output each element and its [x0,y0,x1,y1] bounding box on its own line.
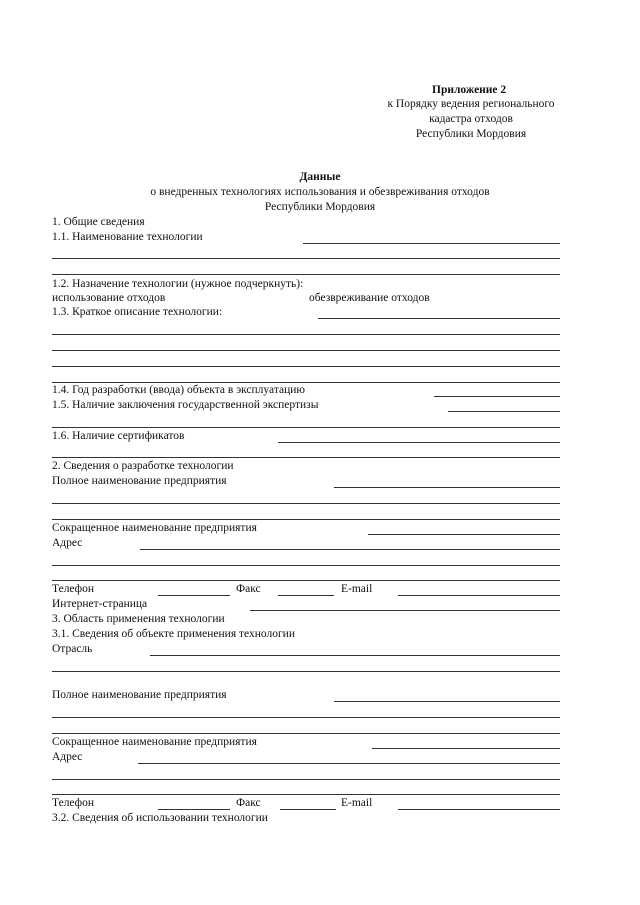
developer-website-field[interactable] [250,610,560,611]
appendix-line-1: к Порядку ведения регионального [387,98,555,110]
developer-address-label: Адрес [52,537,83,549]
developer-website-label: Интернет-страница [52,598,148,610]
developer-full-name-field-line[interactable] [52,519,560,520]
tech-name-field[interactable] [303,243,560,244]
developer-address-field-line[interactable] [52,580,560,581]
user-full-name-field-line[interactable] [52,717,560,718]
developer-address-field[interactable] [140,549,560,550]
application-object-heading: 3.1. Сведения об объекте применения технологии [52,628,295,640]
user-address-field-line[interactable] [52,779,560,780]
user-short-name-field[interactable] [372,748,560,749]
tech-description-field-line[interactable] [52,366,560,367]
user-short-name-label: Сокращенное наименование предприятия [52,736,257,748]
user-email-label: E-mail [341,797,373,809]
section-1-heading: 1. Общие сведения [52,216,145,228]
tech-description-field-line[interactable] [52,334,560,335]
tech-description-label: 1.3. Краткое описание технологии: [52,306,223,318]
developer-short-name-label: Сокращенное наименование предприятия [52,522,257,534]
section-3-heading: 3. Область применения технологии [52,613,225,625]
tech-name-field-line[interactable] [52,258,560,259]
appendix-title: Приложение 2 [432,84,507,96]
developer-address-field-line[interactable] [52,565,560,566]
certificates-field[interactable] [278,442,560,443]
document-subtitle-2: Республики Мордовия [264,201,376,213]
document-subtitle-1: о внедренных технологиях использования и обезвреживания отходов [150,186,490,198]
user-address-field[interactable] [138,763,560,764]
industry-field[interactable] [150,655,560,656]
option-waste-use[interactable]: использование отходов [52,292,166,304]
developer-fax-field[interactable] [278,595,334,596]
user-fax-field[interactable] [280,809,336,810]
user-address-label: Адрес [52,751,83,763]
user-full-name-field[interactable] [334,701,560,702]
user-phone-label: Телефон [52,797,95,809]
state-expertise-field[interactable] [448,411,560,412]
state-expertise-field-line[interactable] [52,427,560,428]
document-title: Данные [299,171,341,183]
certificates-field-line[interactable] [52,457,560,458]
developer-phone-field[interactable] [158,595,230,596]
developer-full-name-field-line[interactable] [52,503,560,504]
user-fax-label: Факс [236,797,261,809]
user-phone-field[interactable] [158,809,230,810]
development-year-label: 1.4. Год разработки (ввода) объекта в эксплуатацию [52,384,305,396]
tech-purpose-label: 1.2. Назначение технологии (нужное подчеркнуть): [52,278,304,290]
user-address-field-line[interactable] [52,794,560,795]
industry-field-line[interactable] [52,671,560,672]
developer-email-field[interactable] [398,595,560,596]
technology-usage-heading: 3.2. Сведения об использовании технологии [52,812,268,824]
developer-phone-label: Телефон [52,583,95,595]
user-full-name-field-line[interactable] [52,733,560,734]
tech-name-label: 1.1. Наименование технологии [52,231,203,243]
appendix-line-2: кадастра отходов [429,113,513,125]
developer-full-name-label: Полное наименование предприятия [52,475,227,487]
certificates-label: 1.6. Наличие сертификатов [52,430,185,442]
developer-fax-label: Факс [236,583,261,595]
option-waste-neutralization[interactable]: обезвреживание отходов [309,292,430,304]
development-year-field[interactable] [434,396,560,397]
tech-description-field[interactable] [318,318,560,319]
user-full-name-label: Полное наименование предприятия [52,689,227,701]
state-expertise-label: 1.5. Наличие заключения государственной экспертизы [52,399,319,411]
tech-description-field-line[interactable] [52,350,560,351]
developer-full-name-field[interactable] [334,487,560,488]
tech-description-field-line[interactable] [52,382,560,383]
section-2-heading: 2. Сведения о разработке технологии [52,460,234,472]
developer-email-label: E-mail [341,583,373,595]
user-email-field[interactable] [398,809,560,810]
developer-short-name-field[interactable] [368,534,560,535]
industry-label: Отрасль [52,643,93,655]
appendix-line-3: Республики Мордовия [415,128,527,140]
tech-name-field-line[interactable] [52,274,560,275]
